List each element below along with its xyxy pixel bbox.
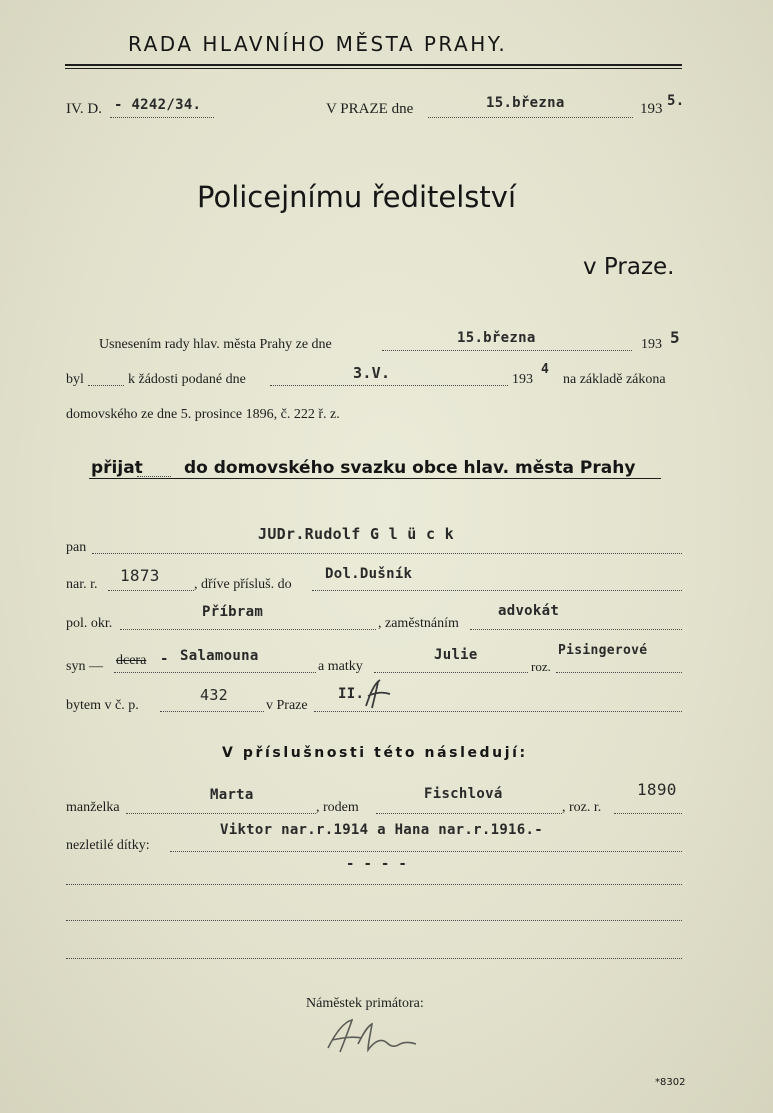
wife-maiden-dotted-line (376, 813, 562, 814)
blank-dotted-line-1 (66, 884, 682, 885)
resolution-year-digit: 5 (670, 328, 680, 347)
mother-label: a matky (318, 659, 363, 674)
place-date-label: V PRAZE dne (326, 101, 414, 117)
previous-dotted-line (312, 590, 682, 591)
wife-born-dotted-line (614, 813, 682, 814)
request-year-prefix: 193 (512, 372, 533, 387)
date-dotted-line (428, 117, 633, 118)
handwritten-mark (360, 676, 396, 712)
father-prefix: - (160, 651, 169, 667)
accepted-dotted-line (137, 476, 171, 477)
residence-label: bytem v č. p. (66, 698, 139, 713)
followers-heading: V příslušnosti této následují: (222, 745, 528, 761)
byl-dotted-line (88, 385, 124, 386)
reference-number: - 4242/34. (114, 97, 202, 113)
filler-dashes: - - - - (346, 856, 408, 872)
blank-dotted-line-3 (66, 958, 682, 959)
wife-born-label: , roz. r. (562, 800, 602, 815)
handwritten-signature (318, 1012, 428, 1058)
mother-name: Julie (434, 647, 478, 663)
request-year-digit: 4 (541, 362, 550, 377)
addressee-city: v Praze. (583, 254, 675, 280)
daughter-struck: dcera (116, 653, 147, 668)
occupation-dotted-line (470, 629, 682, 630)
accepted-underline (89, 478, 661, 479)
byl-label: byl (66, 372, 84, 387)
occupation: advokát (498, 603, 560, 619)
accepted-word: přijat (91, 458, 143, 478)
wife-maiden-name: Fischlová (424, 786, 503, 802)
born-year: 1873 (120, 566, 160, 585)
mother-dotted-line (374, 672, 528, 673)
blank-dotted-line-2 (66, 920, 682, 921)
resolution-dotted-line (382, 350, 632, 351)
in-prague-label: v Praze (266, 698, 308, 713)
accepted-statement: do domovského svazku obce hlav. města Prahy (184, 458, 636, 478)
son-label: syn — (66, 659, 103, 674)
wife-birth-name-label: , rodem (316, 800, 359, 815)
request-date: 3.V. (353, 364, 391, 382)
resolution-label: Usnesením rady hlav. města Prahy ze dne (99, 337, 332, 352)
district: Příbram (202, 604, 264, 620)
house-number: 432 (200, 686, 228, 704)
mother-maiden-name: Pisingerové (558, 643, 648, 658)
born-label: nar. r. (66, 577, 98, 592)
council-header-title: RADA HLAVNÍHO MĚSTA PRAHY. (128, 32, 508, 56)
pan-label: pan (66, 540, 87, 555)
law-reference: na základě zákona (563, 372, 666, 387)
wife-label: manželka (66, 800, 120, 815)
reference-dotted-line (110, 117, 214, 118)
resolution-year-prefix: 193 (641, 337, 662, 352)
father-name: Salamouna (180, 648, 259, 664)
children: Viktor nar.r.1914 a Hana nar.r.1916.- (220, 822, 543, 838)
occupation-label: , zaměstnáním (378, 616, 459, 631)
request-dotted-line (270, 385, 508, 386)
house-dotted-line (160, 711, 264, 712)
issue-date: 15.března (486, 95, 565, 111)
person-name: JUDr.Rudolf G l ü c k (258, 525, 454, 543)
prague-district: II. (338, 686, 365, 702)
header-rule (65, 64, 682, 66)
district-label: pol. okr. (66, 616, 113, 631)
father-dotted-line (114, 672, 316, 673)
born-dotted-line (108, 590, 194, 591)
maiden-dotted-line (556, 672, 682, 673)
name-dotted-line (92, 553, 682, 554)
previous-domicile: Dol.Dušník (325, 566, 413, 582)
law-reference-line2: domovského ze dne 5. prosince 1896, č. 222 ř. z. (66, 407, 340, 422)
children-dotted-line (170, 851, 682, 852)
nee-label: roz. (531, 659, 551, 674)
header-rule-thin (65, 68, 682, 69)
request-label: k žádosti podané dne (128, 372, 246, 387)
signature-label: Náměstek primátora: (306, 996, 424, 1011)
wife-born-year: 1890 (637, 780, 677, 799)
issue-year-digit: 5. (667, 93, 685, 109)
resolution-date: 15.března (457, 330, 536, 346)
children-label: nezletilé dítky: (66, 838, 150, 853)
wife-dotted-line (126, 813, 316, 814)
addressee-title: Policejnímu ředitelství (197, 180, 516, 214)
previous-domicile-label: , dříve přísluš. do (194, 577, 292, 592)
wife-name: Marta (210, 787, 254, 803)
form-number: *8302 (655, 1077, 686, 1088)
issue-year-prefix: 193 (640, 101, 663, 117)
district-dotted-line (120, 629, 376, 630)
reference-label: IV. D. (66, 101, 102, 117)
